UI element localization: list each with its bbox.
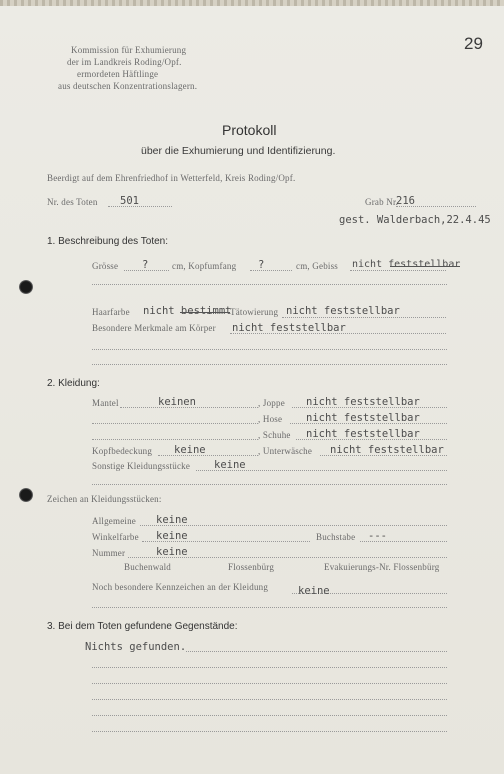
mantel-value: keinen (158, 396, 196, 408)
died-note: gest. Walderbach,22.4.45 (339, 214, 491, 226)
section2-heading: 2. Kleidung: (47, 378, 100, 389)
taetowierung-value: nicht feststellbar (286, 305, 400, 317)
kopfbedeckung-label: Kopfbedeckung (92, 446, 153, 456)
section3-value: Nichts gefunden. (85, 641, 187, 653)
torn-top-edge (0, 0, 504, 6)
cm-kopfumfang-label: cm, Kopfumfang (172, 261, 237, 271)
noch-label: Noch besondere Kennzeichen an der Kleidung (92, 582, 269, 592)
hose-label: , Hose (258, 414, 283, 424)
groesse-value: ? (142, 259, 149, 271)
gebiss-value: nicht feststellbar (352, 259, 461, 270)
page-number: 29 (464, 34, 483, 53)
merkmale-label: Besondere Merkmale am Körper (92, 323, 216, 333)
joppe-label: , Joppe (258, 398, 285, 408)
section3-heading: 3. Bei dem Toten gefundene Gegenstände: (47, 621, 238, 632)
buchstabe-label: Buchstabe (316, 532, 356, 542)
taetowierung-label: Tätowierung (230, 307, 279, 317)
sonstige-value: keine (214, 459, 246, 471)
haarfarbe-value: nicht bestimmt (143, 305, 232, 317)
cm-gebiss-label: cm, Gebiss (296, 261, 338, 271)
nr-label: Nr. des Toten (47, 197, 98, 207)
unterwaesche-label: , Unterwäsche (258, 446, 313, 456)
kopf-value: ? (258, 259, 265, 271)
joppe-value: nicht feststellbar (306, 396, 420, 408)
haarfarbe-label: Haarfarbe (92, 307, 130, 317)
nummer-label: Nummer (92, 548, 126, 558)
zeichen-heading: Zeichen an Kleidungsstücken: (47, 494, 162, 504)
commission-line-4: aus deutschen Konzentrationslagern. (58, 81, 198, 91)
commission-line-2: der im Landkreis Roding/Opf. (67, 57, 182, 67)
nummer-value: keine (156, 546, 188, 558)
burial-line: Beerdigt auf dem Ehrenfriedhof in Wetterfeld, Kreis Roding/Opf. (47, 173, 296, 183)
document-subtitle: über die Exhumierung und Identifizierung. (141, 145, 336, 157)
col-evakuierung: Evakuierungs-Nr. Flossenbürg (324, 562, 440, 572)
merkmale-value: nicht feststellbar (232, 322, 346, 334)
commission-line-1: Kommission für Exhumierung (71, 45, 187, 55)
allgemeine-label: Allgemeine (92, 516, 136, 526)
section1-heading: 1. Beschreibung des Toten: (47, 236, 169, 247)
winkelfarbe-value: keine (156, 530, 188, 542)
commission-line-3: ermordeten Häftlinge (77, 69, 159, 79)
document-title: Protokoll (222, 122, 277, 138)
winkelfarbe-label: Winkelfarbe (92, 532, 139, 542)
allgemeine-value: keine (156, 514, 188, 526)
groesse-label: Grösse (92, 261, 119, 271)
kopfbedeckung-value: keine (174, 444, 206, 456)
noch-value: keine (298, 585, 330, 597)
col-buchenwald: Buchenwald (124, 562, 171, 572)
schuhe-label: , Schuhe (258, 430, 291, 440)
schuhe-value: nicht feststellbar (306, 428, 420, 440)
hose-value: nicht feststellbar (306, 412, 420, 424)
nr-value: 501 (120, 195, 139, 207)
grab-label: Grab Nr. (365, 197, 399, 207)
grab-value: 216 (396, 195, 415, 207)
punch-hole-2 (19, 488, 33, 502)
col-flossenbuerg: Flossenbürg (228, 562, 275, 572)
unterwaesche-value: nicht feststellbar (330, 444, 444, 456)
buchstabe-value: --- (368, 530, 387, 542)
mantel-label: Mantel (92, 398, 119, 408)
sonstige-label: Sonstige Kleidungsstücke (92, 461, 191, 471)
punch-hole-1 (19, 280, 33, 294)
